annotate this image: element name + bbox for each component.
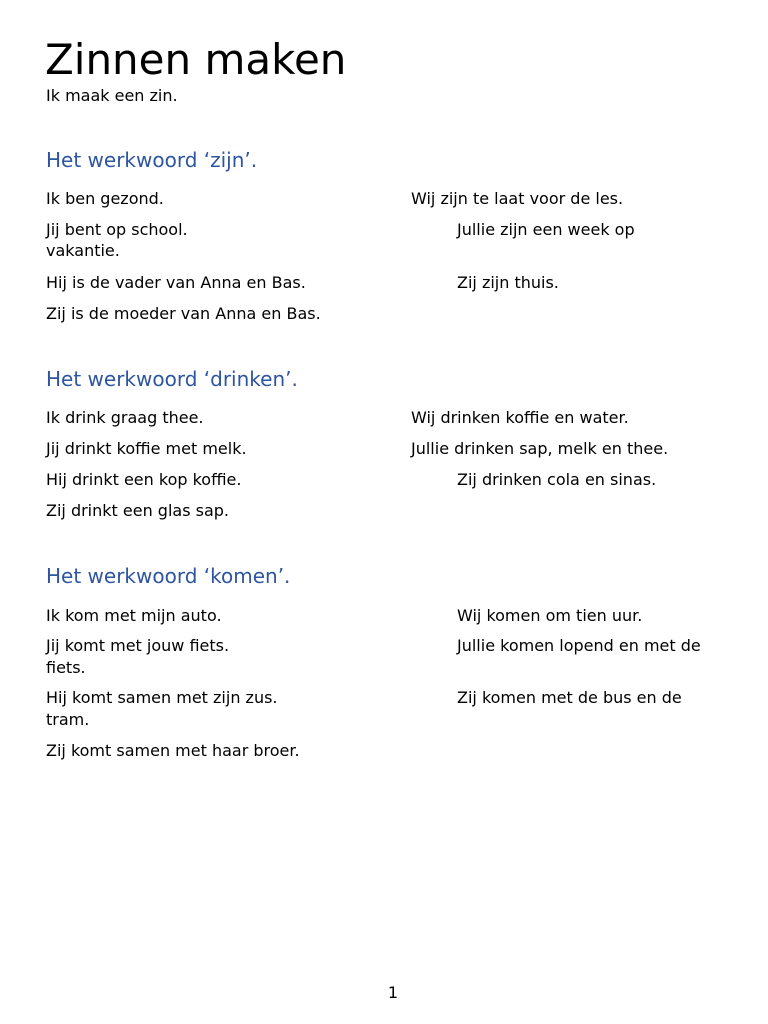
sentence-line: Wij drinken koffie en water. [411,408,629,427]
sentence-line: Jullie zijn een week op [457,220,635,239]
sentence-line: Zij komt samen met haar broer. [46,741,300,760]
page-title: Zinnen maken [45,35,347,84]
sentence-line: vakantie. [46,241,120,260]
sentence-line: Jij drinkt koffie met melk. [46,439,247,458]
section-heading-zijn: Het werkwoord ‘zijn’. [46,148,258,172]
sentence-line: Hij is de vader van Anna en Bas. [46,273,306,292]
sentence-line: Hij komt samen met zijn zus. [46,688,278,707]
sentence-line: Wij komen om tien uur. [457,606,643,625]
sentence-line: Hij drinkt een kop koffie. [46,470,242,489]
sentence-line: Jij komt met jouw fiets. [46,636,230,655]
sentence-line: Ik ben gezond. [46,189,164,208]
sentence-line: Zij is de moeder van Anna en Bas. [46,304,321,323]
sentence-line: tram. [46,710,90,729]
page-number: 1 [387,983,399,1002]
sentence-line: Zij drinken cola en sinas. [457,470,657,489]
sentence-line: Wij zijn te laat voor de les. [411,189,624,208]
sentence-line: Ik kom met mijn auto. [46,606,222,625]
sentence-line: fiets. [46,658,86,677]
page-subtitle: Ik maak een zin. [46,86,178,105]
sentence-line: Jullie komen lopend en met de [457,636,701,655]
sentence-line: Zij drinkt een glas sap. [46,501,230,520]
sentence-line: Zij zijn thuis. [457,273,559,292]
section-heading-drinken: Het werkwoord ‘drinken’. [46,367,298,391]
section-heading-komen: Het werkwoord ‘komen’. [46,564,291,588]
sentence-line: Jij bent op school. [46,220,188,239]
sentence-line: Ik drink graag thee. [46,408,204,427]
sentence-line: Zij komen met de bus en de [457,688,682,707]
sentence-line: Jullie drinken sap, melk en thee. [411,439,669,458]
